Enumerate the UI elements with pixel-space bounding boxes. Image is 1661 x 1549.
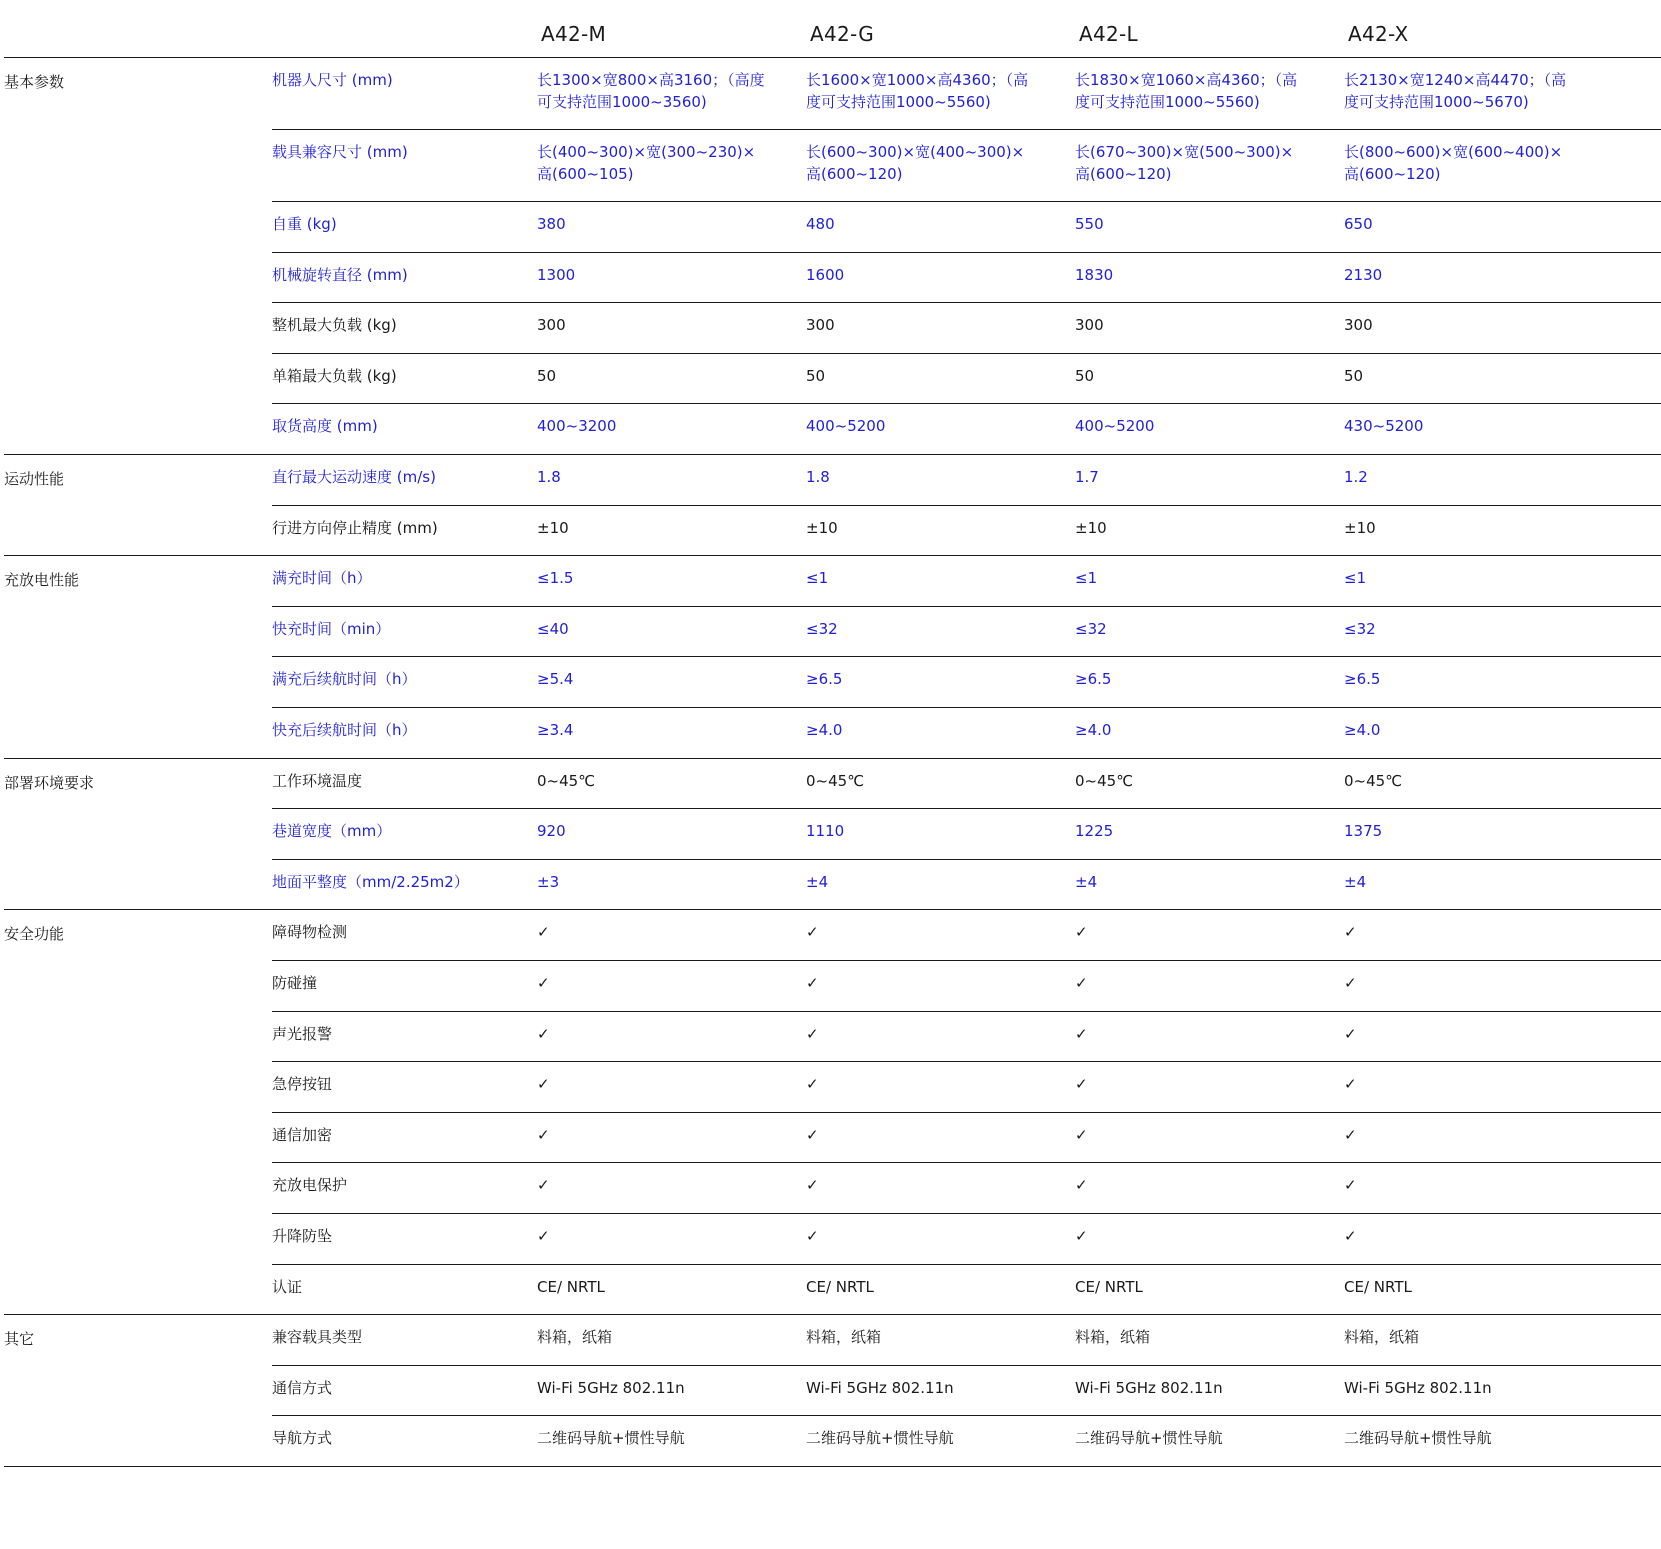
spec-value: 二维码导航+惯性导航 [806, 1429, 954, 1448]
spec-value: CE/ NRTL [1344, 1277, 1412, 1296]
table-row [272, 809, 1661, 860]
table-row [4, 860, 1661, 911]
spec-value: ≤1.5 [537, 569, 574, 588]
param-label: 快充后续航时间（h） [272, 721, 417, 739]
spec-value: 400~5200 [1075, 417, 1155, 436]
spec-value: CE/ NRTL [1075, 1277, 1143, 1296]
spec-value: ±10 [1075, 518, 1107, 537]
spec-value: ≥6.5 [1075, 670, 1112, 689]
table-row [272, 1012, 1661, 1063]
check-icon: ✓ [1075, 1176, 1088, 1195]
param-label: 载具兼容尺寸 (mm) [272, 143, 408, 161]
check-icon: ✓ [1075, 974, 1088, 992]
table-row [272, 303, 1661, 354]
spec-value: 920 [537, 822, 566, 841]
spec-value: 长2130×宽1240×高4470；（高度可支持范围1000~5670) [1344, 71, 1567, 111]
table-row [272, 1214, 1661, 1265]
param-label: 认证 [272, 1277, 303, 1296]
table-row [272, 910, 1661, 961]
spec-value: 1600 [806, 265, 845, 284]
check-icon: ✓ [1344, 923, 1357, 942]
spec-value: 0~45℃ [1075, 771, 1134, 790]
category-label: 安全功能 [4, 925, 65, 944]
param-label: 急停按钮 [272, 1075, 333, 1094]
spec-value: 480 [806, 215, 835, 233]
table-row [4, 708, 1661, 759]
spec-value: ≥6.5 [806, 670, 843, 689]
check-icon: ✓ [537, 1125, 550, 1144]
spec-value: ±10 [1344, 518, 1376, 537]
spec-value: 400~3200 [537, 417, 617, 436]
table-row [272, 556, 1661, 607]
check-icon: ✓ [806, 1176, 819, 1195]
spec-value: 长(800~600)×宽(600~400)×高(600~120) [1344, 143, 1563, 183]
spec-value: 长(600~300)×宽(400~300)×高(600~120) [806, 143, 1025, 183]
spec-value: 1300 [537, 265, 576, 284]
param-label: 行进方向停止精度 (mm) [272, 518, 438, 537]
table-row [272, 202, 1661, 253]
table-row [4, 1265, 1661, 1316]
model-header: A42-G [810, 22, 875, 46]
param-label: 防碰撞 [272, 974, 318, 992]
spec-value: 料箱，纸箱 [1075, 1328, 1151, 1347]
table-row [272, 1315, 1661, 1366]
spec-value: 料箱，纸箱 [806, 1328, 882, 1347]
table-row [4, 506, 1661, 557]
spec-value: 料箱，纸箱 [537, 1328, 613, 1347]
table-row [272, 1113, 1661, 1164]
check-icon: ✓ [537, 923, 550, 942]
spec-value: 550 [1075, 215, 1104, 233]
param-label: 自重 (kg) [272, 215, 337, 233]
spec-value: 料箱，纸箱 [1344, 1328, 1420, 1347]
table-header [4, 0, 1661, 58]
table-row [272, 657, 1661, 708]
spec-value: 50 [537, 366, 557, 385]
spec-value: 1225 [1075, 822, 1114, 841]
check-icon: ✓ [806, 974, 819, 992]
spec-value: 长(670~300)×宽(500~300)×高(600~120) [1075, 143, 1294, 183]
category-label: 基本参数 [4, 73, 65, 91]
param-label: 通信方式 [272, 1378, 333, 1397]
spec-value: ±3 [537, 872, 560, 891]
param-label: 导航方式 [272, 1429, 333, 1448]
param-label: 快充时间（min） [272, 619, 391, 638]
spec-value: ≤32 [1075, 619, 1107, 638]
spec-value: 50 [806, 366, 826, 385]
spec-value: ±10 [537, 518, 569, 537]
spec-value: 0~45℃ [1344, 771, 1403, 790]
table-row [272, 253, 1661, 304]
check-icon: ✓ [537, 1024, 550, 1043]
check-icon: ✓ [1344, 1125, 1357, 1144]
table-row [272, 961, 1661, 1012]
param-label: 充放电保护 [272, 1176, 348, 1195]
param-label: 工作环境温度 [272, 771, 363, 790]
param-label: 巷道宽度（mm） [272, 822, 392, 841]
check-icon: ✓ [806, 923, 819, 942]
table-row [272, 1062, 1661, 1113]
param-label: 声光报警 [272, 1024, 333, 1043]
category-label: 运动性能 [4, 470, 65, 488]
spec-value: 300 [537, 316, 566, 335]
spec-value: 650 [1344, 215, 1373, 233]
spec-value: Wi-Fi 5GHz 802.11n [1344, 1378, 1492, 1397]
spec-value: ±10 [806, 518, 838, 537]
check-icon: ✓ [1075, 1227, 1088, 1245]
check-icon: ✓ [1075, 1125, 1088, 1144]
param-label: 单箱最大负载 (kg) [272, 366, 397, 385]
spec-value: 1830 [1075, 265, 1114, 284]
spec-value: Wi-Fi 5GHz 802.11n [537, 1378, 685, 1397]
spec-value: ≤40 [537, 619, 569, 638]
spec-value: ≥4.0 [1344, 721, 1381, 739]
spec-value: 1.8 [537, 468, 561, 486]
check-icon: ✓ [1344, 974, 1357, 992]
category-label: 充放电性能 [4, 571, 80, 590]
table-row [272, 759, 1661, 810]
spec-value: ≤1 [806, 569, 829, 588]
param-label: 满充时间（h） [272, 569, 372, 588]
spec-value: 长1830×宽1060×高4360；（高度可支持范围1000~5560) [1075, 71, 1298, 111]
spec-value: 2130 [1344, 265, 1383, 284]
spec-value: Wi-Fi 5GHz 802.11n [806, 1378, 954, 1397]
spec-value: 1.8 [806, 468, 830, 486]
spec-value: ±4 [806, 872, 829, 891]
param-label: 整机最大负载 (kg) [272, 316, 397, 335]
spec-value: ≥5.4 [537, 670, 574, 689]
param-label: 地面平整度（mm/2.25m2） [272, 872, 469, 891]
check-icon: ✓ [806, 1075, 819, 1094]
spec-value: ≤32 [1344, 619, 1376, 638]
check-icon: ✓ [1344, 1075, 1357, 1094]
spec-value: 0~45℃ [537, 771, 596, 790]
spec-value: 1.2 [1344, 468, 1368, 486]
spec-value: ≤1 [1075, 569, 1098, 588]
spec-value: 0~45℃ [806, 771, 865, 790]
check-icon: ✓ [1344, 1176, 1357, 1195]
spec-value: 长(400~300)×宽(300~230)×高(600~105) [537, 143, 756, 183]
param-label: 取货高度 (mm) [272, 417, 378, 436]
param-label: 升降防坠 [272, 1227, 333, 1245]
spec-value: 50 [1344, 366, 1364, 385]
spec-value: 二维码导航+惯性导航 [1344, 1429, 1492, 1448]
spec-value: 二维码导航+惯性导航 [1075, 1429, 1223, 1448]
table-row [272, 455, 1661, 506]
table-row [4, 1416, 1661, 1467]
model-header: A42-M [541, 22, 607, 46]
spec-value: 400~5200 [806, 417, 886, 436]
check-icon: ✓ [1344, 1024, 1357, 1043]
table-row [272, 130, 1661, 202]
spec-value: ±4 [1075, 872, 1098, 891]
spec-value: 1.7 [1075, 468, 1099, 486]
check-icon: ✓ [537, 1227, 550, 1245]
model-header: A42-X [1348, 22, 1409, 46]
spec-value: 二维码导航+惯性导航 [537, 1429, 685, 1448]
spec-value: ≤1 [1344, 569, 1367, 588]
spec-value: 长1300×宽800×高3160；（高度可支持范围1000~3560) [537, 71, 765, 111]
spec-value: 300 [806, 316, 835, 335]
spec-value: CE/ NRTL [806, 1277, 874, 1296]
category-label: 其它 [4, 1330, 35, 1349]
spec-value: ≥4.0 [806, 721, 843, 739]
spec-value: 1375 [1344, 822, 1383, 841]
check-icon: ✓ [806, 1125, 819, 1144]
table-row [272, 1366, 1661, 1417]
spec-value: 300 [1344, 316, 1373, 335]
check-icon: ✓ [806, 1024, 819, 1043]
check-icon: ✓ [806, 1227, 819, 1245]
param-label: 机械旋转直径 (mm) [272, 265, 408, 284]
param-label: 直行最大运动速度 (m/s) [272, 468, 436, 486]
table-row [272, 58, 1661, 130]
check-icon: ✓ [537, 1176, 550, 1195]
spec-value: 380 [537, 215, 566, 233]
table-row [272, 607, 1661, 658]
check-icon: ✓ [537, 1075, 550, 1094]
spec-value: 430~5200 [1344, 417, 1424, 436]
spec-value: ±4 [1344, 872, 1367, 891]
param-label: 兼容载具类型 [272, 1328, 363, 1347]
param-label: 障碍物检测 [272, 923, 348, 942]
spec-value: ≤32 [806, 619, 838, 638]
spec-value: 1110 [806, 822, 845, 841]
spec-value: 长1600×宽1000×高4360；（高度可支持范围1000~5560) [806, 71, 1029, 111]
model-header: A42-L [1079, 22, 1138, 46]
param-label: 机器人尺寸 (mm) [272, 71, 393, 89]
spec-value: ≥4.0 [1075, 721, 1112, 739]
spec-value: 50 [1075, 366, 1095, 385]
check-icon: ✓ [1075, 1075, 1088, 1094]
category-label: 部署环境要求 [4, 773, 95, 792]
spec-value: ≥3.4 [537, 721, 574, 739]
table-row [272, 354, 1661, 405]
check-icon: ✓ [1075, 923, 1088, 942]
check-icon: ✓ [1344, 1227, 1357, 1245]
spec-value: ≥6.5 [1344, 670, 1381, 689]
table-row [272, 1163, 1661, 1214]
check-icon: ✓ [1075, 1024, 1088, 1043]
param-label: 满充后续航时间（h） [272, 670, 417, 689]
table-row [4, 404, 1661, 455]
spec-value: 300 [1075, 316, 1104, 335]
spec-value: Wi-Fi 5GHz 802.11n [1075, 1378, 1223, 1397]
check-icon: ✓ [537, 974, 550, 992]
param-label: 通信加密 [272, 1125, 333, 1144]
spec-value: CE/ NRTL [537, 1277, 605, 1296]
